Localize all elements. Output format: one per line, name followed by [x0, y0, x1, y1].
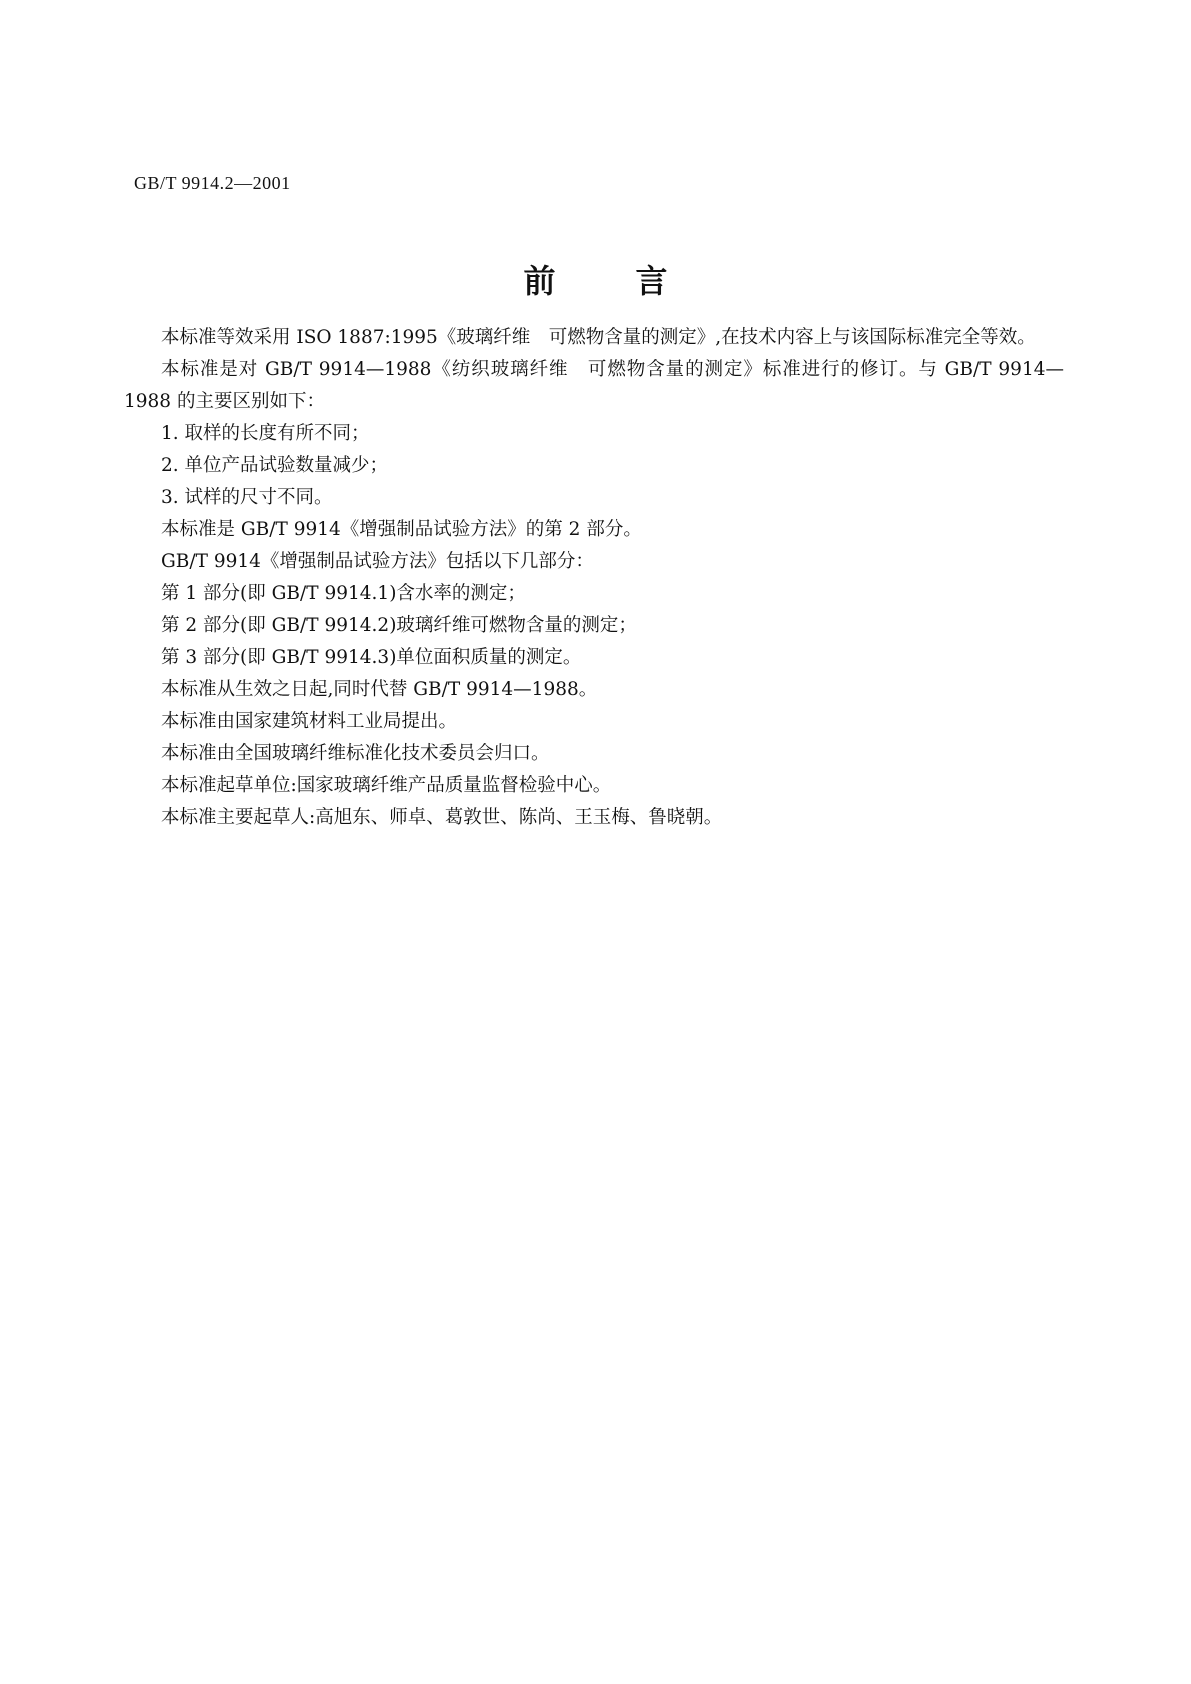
paragraph-drafters: 本标准主要起草人:高旭东、师卓、葛敦世、陈尚、王玉梅、鲁晓朝。: [161, 807, 723, 828]
list-item-part-3: 第 3 部分(即 GB/T 9914.3)单位面积质量的测定。: [161, 647, 582, 668]
title-char-2: 言: [635, 262, 668, 300]
paragraph-part-of: 本标准是 GB/T 9914《增强制品试验方法》的第 2 部分。: [161, 519, 642, 540]
list-item-difference-2: 2. 单位产品试验数量减少；: [161, 455, 389, 476]
paragraph-drafting-unit: 本标准起草单位:国家玻璃纤维产品质量监督检验中心。: [161, 775, 612, 796]
paragraph-adoption: 本标准等效采用 ISO 1887:1995《玻璃纤维 可燃物含量的测定》,在技术内容上与该国际标准完全等效。: [161, 327, 1036, 348]
list-item-part-1: 第 1 部分(即 GB/T 9914.1)含水率的测定；: [161, 583, 526, 604]
paragraph-parts-intro: GB/T 9914《增强制品试验方法》包括以下几部分：: [161, 551, 594, 572]
document-id: GB/T 9914.2—2001: [134, 173, 291, 193]
paragraph-replaces: 本标准从生效之日起,同时代替 GB/T 9914—1988。: [161, 679, 598, 700]
paragraph-revision: 本标准是对 GB/T 9914—1988《纺织玻璃纤维 可燃物含量的测定》标准进行的修订。与 GB/T 9914—1988 的主要区别如下：: [124, 359, 1064, 412]
paragraph-centralized-by: 本标准由全国玻璃纤维标准化技术委员会归口。: [161, 743, 550, 764]
list-item-part-2: 第 2 部分(即 GB/T 9914.2)玻璃纤维可燃物含量的测定；: [161, 615, 637, 636]
list-item-difference-1: 1. 取样的长度有所不同；: [161, 423, 370, 444]
foreword-body: [124, 322, 1064, 834]
list-item-difference-3: 3. 试样的尺寸不同。: [161, 487, 333, 508]
paragraph-proposed-by: 本标准由国家建筑材料工业局提出。: [161, 711, 458, 732]
title-char-1: 前: [523, 262, 556, 300]
page-title: [0, 256, 1191, 302]
